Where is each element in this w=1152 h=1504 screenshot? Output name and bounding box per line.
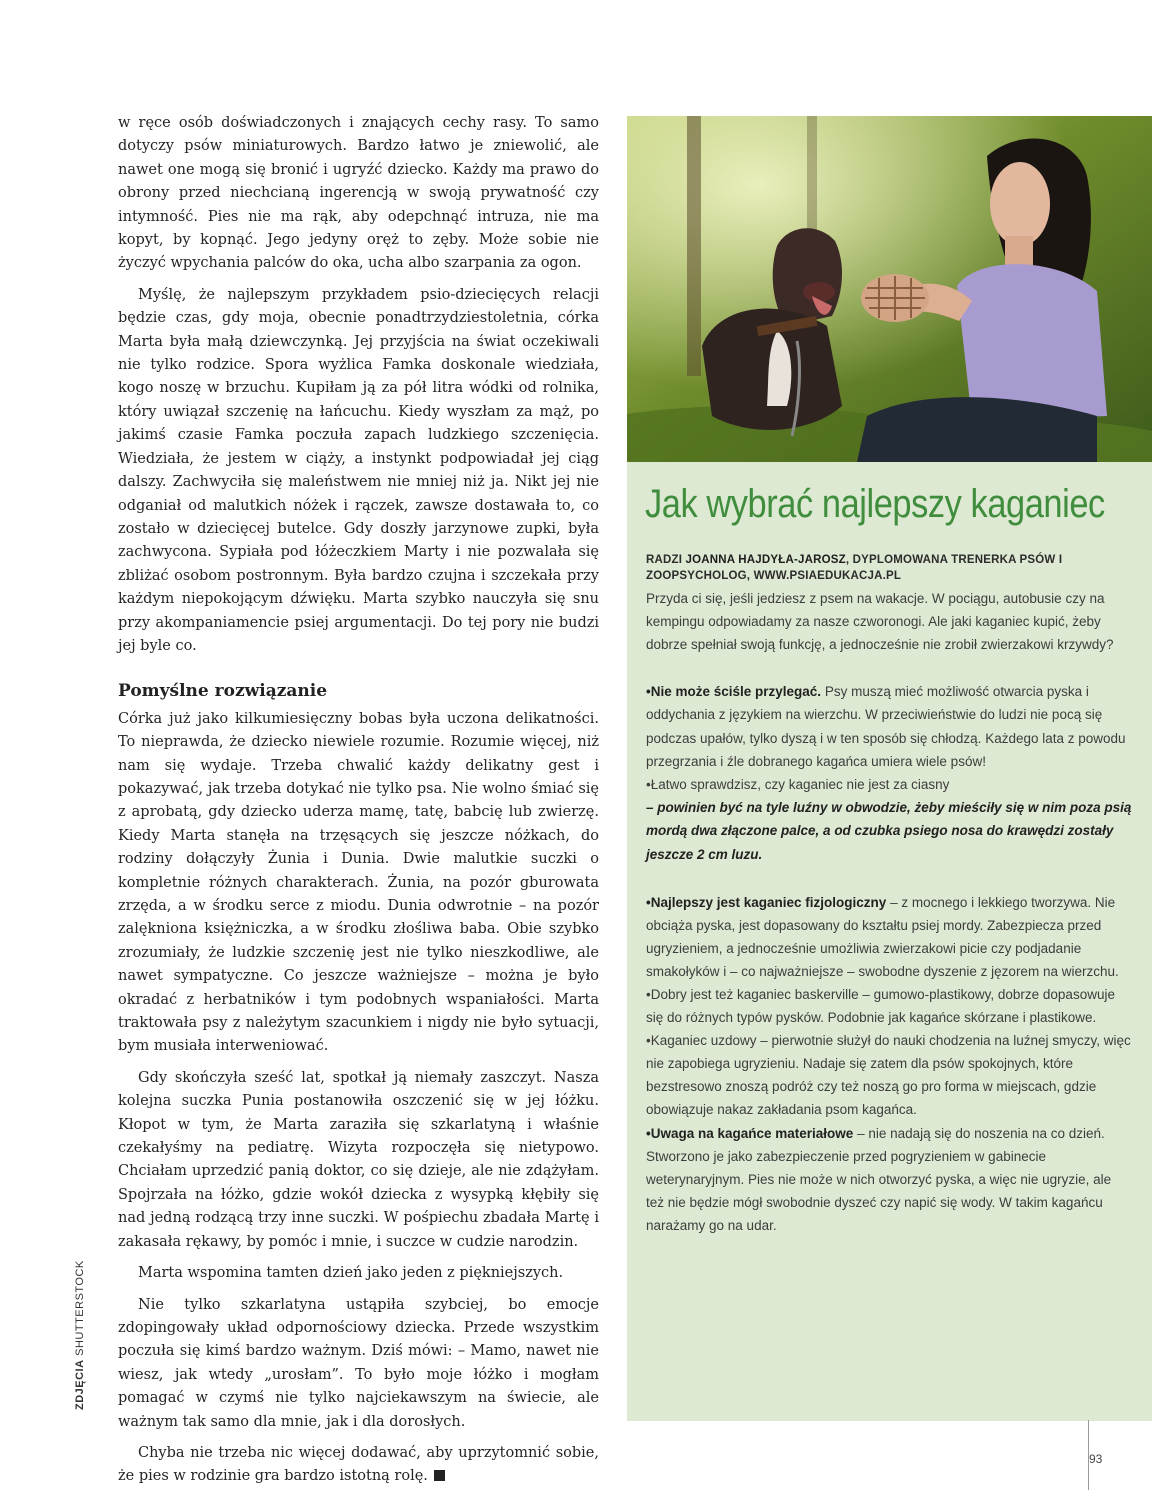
photo-woman-dog-muzzle — [627, 116, 1152, 462]
byline-author: JOANNA HAJDYŁA-JAROSZ — [685, 554, 846, 566]
tip-paragraph: •Łatwo sprawdzisz, czy kaganiec nie jest za ciasny — [646, 776, 950, 792]
tip-text: – z mocnego i lekkiego tworzywa. Nie obciąża pyska, jest dopasowany do kształtu psiej mordy. Zabezpiecza przed ugryzieniem, a jednocześnie umożliwia zwierzakowi picie czy podjadanie smakołyków i – co najważniejsze – swobodne dyszenie z jęzorem na wierzchu. — [646, 894, 1119, 979]
tip-paragraph: •Kaganiec uzdowy – pierwotnie służył do nauki chodzenia na luźnej smyczy, więc nie zapobiega ugryzieniu. Nadaje się zatem dla psów spokojnych, które bezstresowo znoszą podróż czy też noszą go pro forma w miejscach, gdzie obowiązuje nakaz zakładania psom kagańca. — [646, 1033, 1131, 1118]
tip-text: Psy muszą mieć możliwość otwarcia pyska i oddychania z językiem na wierzchu. W przeciwieństwie do ludzi nie pocą się podczas upałów, tylko dyszą i w ten sposób się chłodzą. Każdego lata z powodu przegrzania i źle dobranego kagańca umiera wiele psów! — [646, 684, 1126, 769]
byline-role: , DYPLOMOWANA TRENERKA PSÓW I ZOOPSYCHOLOG, — [646, 554, 1063, 582]
tip-text: – nie nadają się do noszenia na co dzień. Stworzono je jako zabezpieczenie przed pogryzieniem w gabinecie weterynaryjnym. Pies nie może w nich otworzyć pyska, a więc nie ugryzie, ale też nie będzie mógł swobodnie dyszeć czy napić się wody. W takim kagańcu narażamy go na udar. — [646, 1125, 1112, 1233]
photo-credit-label: ZDJĘCIA — [74, 1359, 86, 1410]
spacer — [646, 867, 1132, 891]
byline-website: WWW.PSIAEDUKACJA.PL — [753, 570, 902, 582]
article-paragraph-last — [118, 1442, 599, 1489]
tip-paragraph — [646, 680, 1132, 772]
photo-credit-source: SHUTTERSTOCK — [74, 1260, 86, 1356]
tip-box-title: Jak wybrać najlepszy kaganiec — [645, 482, 1105, 526]
article-subheading: Pomyślne rozwiązanie — [118, 681, 328, 702]
tip-heading: •Najlepszy jest kaganiec fizjologiczny — [646, 894, 887, 910]
tip-paragraph — [646, 1122, 1132, 1237]
article-paragraph: Gdy skończyła sześć lat, spotkał ją niemały zaszczyt. Nasza kolejna suczka Punia postanowiła oszczenić się w jej łóżku. Kłopot w tym, że Marta zaraziła się szkarlatyną i właśnie czekałyśmy na pediatrę. Wizyta rozpoczęła się nietypowo. Chciałam uprzedzić panią doktor, co się dzieje, ale nie zdążyłam. Spojrzała na łóżko, gdzie wokół dziecka z wysypką kłębiły się nad jedną rodzącą trzy inne suczki. W pośpiechu zbadała Martę i zakasała rękawy, by pomóc i mnie, i suczce w cudzie narodzin. — [118, 1069, 599, 1250]
article-last-text: Chyba nie trzeba nic więcej dodawać, aby uprzytomnić sobie, że pies w rodzinie gra bardzo istotną rolę. — [118, 1444, 599, 1485]
tip-paragraph: •Dobry jest też kaganiec baskerville – gumowo-plastikowy, dobrze dopasowuje się do różnych typów pysków. Podobnie jak kagańce skórzane i plastikowe. — [646, 987, 1115, 1026]
photo-illustration — [627, 116, 1152, 462]
page-number: 93 — [1089, 1452, 1103, 1466]
tip-box-byline — [646, 552, 1132, 584]
tip-heading: •Uwaga na kagańce materiałowe — [646, 1125, 854, 1141]
byline-prefix: RADZI — [646, 554, 686, 566]
article-paragraph: Nie tylko szkarlatyna ustąpiła szybciej, bo emocje zdopingowały układ odpornościowy dziecka. Przede wszystkim poczuła się kimś bardzo ważnym. Dziś mówi: – Mamo, nawet nie wiesz, jak wtedy „urosłam”. To było moje łóżko i mogłam pomagać w czymś nie tylko najciekawszym na świecie, ale ważnym tak samo dla mnie, jak i dla dorosłych. — [118, 1296, 599, 1430]
article-paragraph: Córka już jako kilkumiesięczny bobas była uczona delikatności. To nieprawda, że dziecko niewiele rozumie. Rozumie więcej, niż nam się wydaje. Trzeba chwalić każdy delikatny gest i pokazywać, jak trzeba dotykać nie tylko psa. Nie wolno śmiać się z aprobatą, gdy dziecko uderza mamę, tatę, babcię lub zwierzę. Kiedy Marta stanęła na trzęsących się jeszcze nóżkach, do rodziny dołączyły Żunia i Dunia. Dwie malutkie suczki o kompletnie różnych charakterach. Żunia, na pozór gburowata zrzęda, a w środku serce z miodu. Dunia odwrotnie – na pozór zalękniona księżniczka, a w środku złośliwa baba. Obie szybko zrozumiały, że ludzkie szczenię jest nie tylko nieszkodliwe, ale nawet sympatyczne. Co jeszcze ważniejsze – można je było okradać z herbatników i tym podobnych wspaniałości. Marta traktowała psy z należytym szacunkiem i nigdy nie było sytuacji, bym musiała interweniować. — [118, 710, 599, 1055]
article-paragraph: Myślę, że najlepszym przykładem psio-dziecięcych relacji będzie czas, gdy moja, obecnie ponadtrzydziestoletnia, córka Marta była małą dziewczynką. Jej przyjścia na świat oczekiwali nie tylko rodzice. Spora wyżlica Famka doskonale wiedziała, kogo noszę w brzuchu. Kupiłam ją za pół litra wódki od rolnika, który uwiązał szczenię na łańcuchu. Kiedy wyszłam za mąż, po jakimś czasie Famka poczuła zapach ludzkiego szczenięcia. Wiedziała, że jestem w ciąży, a instynkt podpowiadał jej ciąg dalszy. Zachwyciła się maleństwem nie mniej niż ja. Nikt jej nie odganiał od malutkich nóżek i rączek, zawsze dostawała to, co zostało w dziecięcej butelce. Gdy doszły jarzynowe zupki, była zachwycona. Sypiała pod łóżeczkiem Marty i nie pozwalała się zbliżać osobom postronnym. Była bardzo czujna i szczekała przy każdym niepokojącym dźwięku. Marta szybko nauczyła się snu przy akompaniamencie psiej argumentacji. Do tej pory nie budzi jej byle co. — [118, 286, 599, 654]
tip-box-content — [627, 462, 1152, 1237]
tip-box — [627, 116, 1152, 1421]
end-mark-icon — [434, 1470, 445, 1481]
tip-box-intro: Przyda ci się, jeśli jedziesz z psem na wakacje. W pociągu, autobusie czy na kempingu odpowiadamy za nasze czworonogi. Ale jaki kaganiec kupić, żeby dobrze spełniał swoją funkcję, a jednocześnie nie zrobił zwierzakowi krzywdy? — [646, 591, 1114, 652]
spacer — [646, 656, 1132, 680]
tip-emphasis: – powinien być na tyle luźny w obwodzie, żeby mieściły się w nim poza psią mordą dwa złączone palce, a od czubka psiego nosa do krawędzi zostały jeszcze 2 cm luzu. — [646, 799, 1132, 863]
tip-paragraph — [646, 891, 1132, 983]
photo-credit — [74, 1260, 86, 1410]
article-paragraph: Marta wspomina tamten dzień jako jeden z piękniejszych. — [138, 1265, 564, 1282]
article-paragraph: w ręce osób doświadczonych i znających cechy rasy. To samo dotyczy psów miniaturowych. Bardzo łatwo je zniewolić, ale nawet one mogą się bronić i ugryźć dziecko. Każdy ma prawo do obrony przed niechcianą ingerencją w swoją prywatność czy intymność. Pies nie ma rąk, aby odepchnąć intruza, nie ma kopyt, by kopnąć. Jego jedyny oręż to zęby. Może sobie nie życzyć wpychania palców do oka, ucha albo szarpania za ogon. — [118, 115, 599, 272]
tip-heading: •Nie może ściśle przylegać. — [646, 684, 822, 700]
article-column — [118, 112, 599, 1489]
